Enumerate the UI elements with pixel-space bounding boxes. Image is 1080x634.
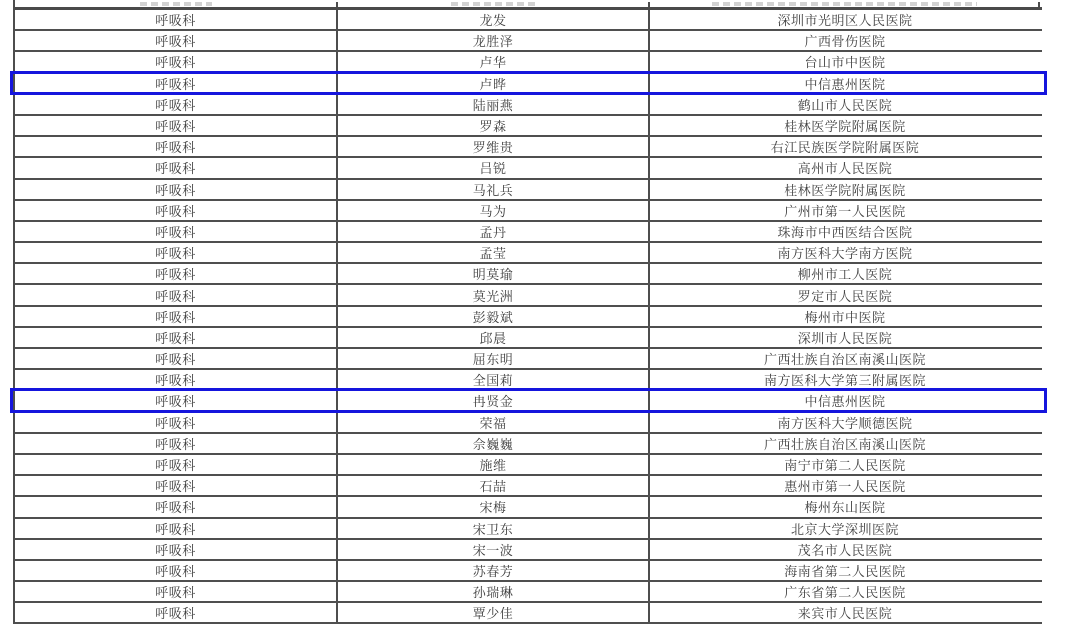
hospital-cell: 惠州市第一人民医院	[784, 479, 906, 495]
department-cell	[15, 2, 338, 7]
table-row	[15, 31, 1042, 52]
hospital-cell: 高州市人民医院	[797, 161, 893, 177]
department-cell: 呼吸科	[15, 561, 338, 580]
table-row	[15, 497, 1042, 518]
hospital-cell: 广东省第二人民医院	[784, 585, 906, 601]
clipped-text-fragment	[140, 2, 212, 6]
department-cell: 呼吸科	[15, 370, 338, 389]
name-cell: 卢晔	[338, 74, 650, 93]
hospital-cell: 珠海市中西医结合医院	[777, 224, 913, 240]
table-row	[15, 434, 1042, 455]
name-cell: 罗维贵	[338, 137, 650, 156]
department-cell: 呼吸科	[15, 540, 338, 559]
hospital-cell: 深圳市光明区人民医院	[777, 13, 913, 29]
hospital-cell: 中信惠州医院	[804, 394, 886, 410]
department-cell: 呼吸科	[15, 31, 338, 50]
department-cell: 呼吸科	[15, 52, 338, 71]
table-row	[15, 561, 1042, 582]
department-cell: 呼吸科	[15, 349, 338, 368]
table-row	[15, 328, 1042, 349]
name-cell: 彭毅斌	[338, 307, 650, 326]
department-cell: 呼吸科	[15, 455, 338, 474]
name-cell: 石喆	[338, 476, 650, 495]
department-cell: 呼吸科	[15, 434, 338, 453]
name-cell: 马为	[338, 201, 650, 220]
department-cell: 呼吸科	[15, 328, 338, 347]
department-cell: 呼吸科	[15, 222, 338, 241]
hospital-cell: 南宁市第二人民医院	[784, 458, 906, 474]
hospital-cell: 南方医科大学顺德医院	[777, 415, 913, 431]
table-row-highlighted	[15, 391, 1042, 412]
hospital-cell: 桂林医学院附属医院	[784, 182, 906, 198]
department-cell: 呼吸科	[15, 413, 338, 432]
department-cell: 呼吸科	[15, 137, 338, 156]
table-row	[15, 222, 1042, 243]
department-cell: 呼吸科	[15, 497, 338, 516]
clipped-row-remnant	[15, 0, 1042, 10]
hospital-cell: 来宾市人民医院	[797, 606, 893, 622]
name-cell: 佘巍巍	[338, 434, 650, 453]
hospital-cell: 广西骨伤医院	[804, 34, 886, 50]
clipped-text-fragment	[451, 2, 535, 6]
doctor-table-body	[15, 10, 1042, 624]
name-cell: 马礼兵	[338, 180, 650, 199]
table-row	[15, 540, 1042, 561]
hospital-cell: 右江民族医学院附属医院	[770, 140, 920, 156]
department-cell: 呼吸科	[15, 519, 338, 538]
department-cell: 呼吸科	[15, 307, 338, 326]
table-row	[15, 243, 1042, 264]
department-cell: 呼吸科	[15, 391, 338, 410]
hospital-cell: 广州市第一人民医院	[784, 203, 906, 219]
table-row	[15, 413, 1042, 434]
department-cell: 呼吸科	[15, 264, 338, 283]
name-cell: 宋卫东	[338, 519, 650, 538]
hospital-cell: 广西壮族自治区南溪山医院	[763, 352, 926, 368]
table-row-highlighted	[15, 74, 1042, 95]
department-cell: 呼吸科	[15, 285, 338, 304]
department-cell: 呼吸科	[15, 201, 338, 220]
table-row	[15, 158, 1042, 179]
hospital-cell: 中信惠州医院	[804, 76, 886, 92]
department-cell: 呼吸科	[15, 243, 338, 262]
hospital-cell: 柳州市工人医院	[797, 267, 893, 283]
name-cell: 卢华	[338, 52, 650, 71]
name-cell: 陆丽燕	[338, 95, 650, 114]
department-cell: 呼吸科	[15, 95, 338, 114]
name-cell: 宋梅	[338, 497, 650, 516]
table-row	[15, 370, 1042, 391]
hospital-cell: 梅州市中医院	[804, 309, 886, 325]
name-cell: 罗森	[338, 116, 650, 135]
name-cell: 龙胜泽	[338, 31, 650, 50]
hospital-cell: 深圳市人民医院	[797, 330, 893, 346]
hospital-cell: 梅州东山医院	[804, 500, 886, 516]
hospital-cell: 茂名市人民医院	[797, 542, 893, 558]
table-row	[15, 264, 1042, 285]
name-cell: 明莫瑜	[338, 264, 650, 283]
department-cell: 呼吸科	[15, 180, 338, 199]
hospital-cell: 桂林医学院附属医院	[784, 119, 906, 135]
doctor-table	[13, 0, 1042, 624]
table-row	[15, 519, 1042, 540]
name-cell	[338, 2, 650, 7]
name-cell: 孟丹	[338, 222, 650, 241]
name-cell: 施维	[338, 455, 650, 474]
department-cell: 呼吸科	[15, 116, 338, 135]
department-cell: 呼吸科	[15, 10, 338, 29]
name-cell: 邱晨	[338, 328, 650, 347]
table-row	[15, 582, 1042, 603]
table-row	[15, 455, 1042, 476]
name-cell: 宋一波	[338, 540, 650, 559]
table-row	[15, 116, 1042, 137]
name-cell: 荣福	[338, 413, 650, 432]
name-cell: 屈东明	[338, 349, 650, 368]
name-cell: 全国莉	[338, 370, 650, 389]
name-cell: 苏春芳	[338, 561, 650, 580]
table-row	[15, 180, 1042, 201]
name-cell: 吕锐	[338, 158, 650, 177]
table-row	[15, 307, 1042, 328]
name-cell: 覃少佳	[338, 603, 650, 622]
table-row	[15, 201, 1042, 222]
table-row	[15, 52, 1042, 73]
table-row	[15, 10, 1042, 31]
table-row	[15, 476, 1042, 497]
name-cell: 龙发	[338, 10, 650, 29]
department-cell: 呼吸科	[15, 158, 338, 177]
hospital-cell: 海南省第二人民医院	[784, 563, 906, 579]
name-cell: 莫光洲	[338, 285, 650, 304]
table-row	[15, 349, 1042, 370]
hospital-cell: 台山市中医院	[804, 55, 886, 71]
table-row	[15, 603, 1042, 624]
hospital-cell	[650, 2, 1040, 7]
hospital-cell: 广西壮族自治区南溪山医院	[763, 436, 926, 452]
hospital-cell: 南方医科大学南方医院	[777, 246, 913, 262]
name-cell: 孙瑞琳	[338, 582, 650, 601]
table-row	[15, 95, 1042, 116]
department-cell: 呼吸科	[15, 476, 338, 495]
department-cell: 呼吸科	[15, 603, 338, 622]
name-cell: 孟莹	[338, 243, 650, 262]
hospital-cell: 北京大学深圳医院	[790, 521, 899, 537]
hospital-cell: 南方医科大学第三附属医院	[763, 373, 926, 389]
clipped-text-fragment	[712, 2, 977, 6]
table-row	[15, 137, 1042, 158]
department-cell: 呼吸科	[15, 582, 338, 601]
table-row	[15, 285, 1042, 306]
department-cell: 呼吸科	[15, 74, 338, 93]
name-cell: 冉贤金	[338, 391, 650, 410]
hospital-cell: 罗定市人民医院	[797, 288, 893, 304]
hospital-cell: 鹤山市人民医院	[797, 97, 893, 113]
